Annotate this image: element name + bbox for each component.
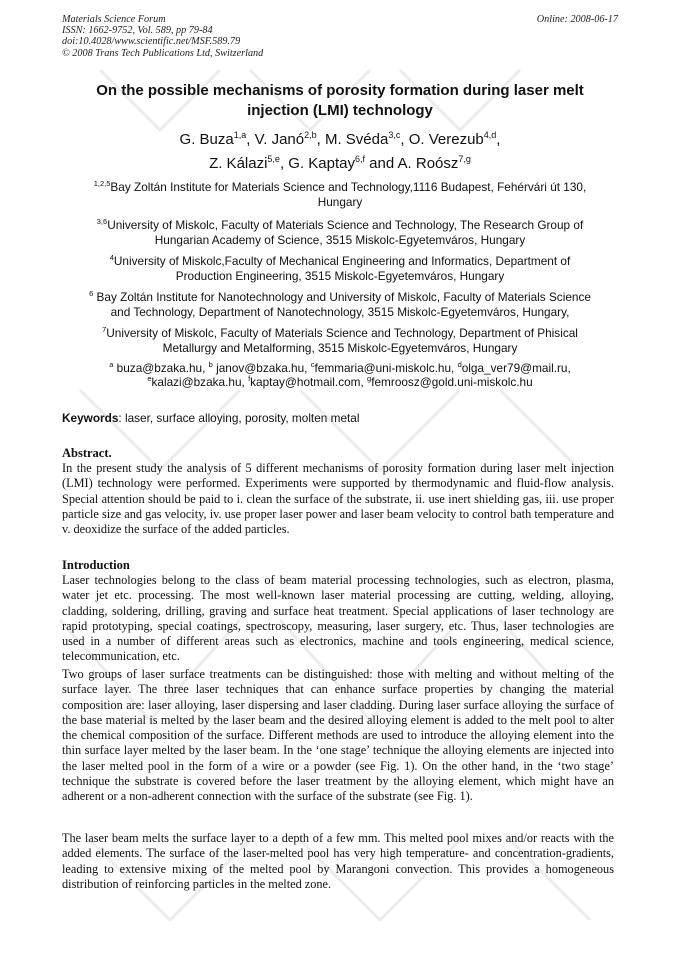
author-sep: , [496, 131, 501, 148]
title-line-2: injection (LMI) technology [247, 102, 433, 119]
paper-title [62, 81, 618, 121]
intro-paragraph-1: Laser technologies belong to the class of beam material processing technologies, such as electron, plasma, water jet etc. processing. The most well-known laser material processing are cutting, welding, alloying, cladding, soldering, drilling, graving and surface heat treatment. Special applications of laser technology are rapid prototyping, special coatings, spectroscopy, measuring, laser surgery, etc. Thus, laser technologies are used in a number of different areas such as electronics, machine and tools engineering, medical science, telecommunication, etc. [62, 573, 614, 664]
author-sup: 6,f [354, 154, 365, 164]
author-name: M. Svéda [324, 131, 389, 148]
affiliation-line: Metallurgy and Metalforming, 3515 Miskolc-Egyetemváros, Hungary [162, 341, 518, 355]
author-name: G. Buza [179, 131, 234, 148]
affiliation-line: Hungary [317, 195, 363, 209]
affiliation-line: Bay Zoltán Institute for Nanotechnology and University of Miskolc, Faculty of Materials Science [93, 290, 591, 304]
author-list [62, 128, 618, 176]
author-line-1 [62, 128, 618, 152]
journal-header [62, 14, 618, 59]
author-sep: , [246, 131, 255, 148]
author-sep: and [365, 155, 398, 172]
abstract-heading: Abstract. [62, 446, 112, 460]
email-link[interactable]: femroosz@gold.uni-miskolc.hu [371, 375, 533, 389]
affiliation-sup: 3,6 [96, 217, 108, 227]
journal-doi: doi:10.4028/www.scientific.net/MSF.589.79 [62, 36, 241, 48]
author-name: O. Verezub [408, 131, 484, 148]
affiliation-sup: 7 [102, 325, 107, 335]
author-sep: , [400, 131, 409, 148]
author-name: V. Janó [254, 131, 305, 148]
author-sep: , [316, 131, 325, 148]
author-sup: 2,b [304, 130, 317, 140]
keywords-text: : laser, surface alloying, porosity, molten metal [118, 411, 360, 425]
author-sup: 1,a [233, 130, 247, 140]
author-sup: 7,g [458, 154, 471, 164]
email-link[interactable]: olga_ver79@mail.ru, [461, 361, 571, 375]
intro-paragraph-3: The laser beam melts the surface layer to a depth of a few mm. This melted pool mixes and/or reacts with the added elements. The surface of the laser-melted pool has very high temperature- and concentration-gradients, leading to extensive mixing of the melted pool by Marangoni convection. This provides a homogeneous distribution of reinforcing particles in the melted zone. [62, 831, 614, 891]
affiliation [62, 218, 618, 248]
title-line-1: On the possible mechanisms of porosity formation during laser melt [96, 82, 584, 99]
author-sep: , [279, 155, 289, 172]
author-name: A. Roósz [397, 155, 459, 172]
author-emails [62, 361, 618, 389]
author-sup: 5,e [267, 154, 280, 164]
intro-paragraph-2: Two groups of laser surface treatments can be distinguished: those with melting and without melting of the surface layer. The three laser techniques that can enhance surface properties by changing the material composition are: laser alloying, laser dispersing and laser cladding. During laser surface alloying the surface of the base material is melted by the laser beam and the desired alloying element is added to the melt pool to alter the chemical composition of the surface. Different methods are used to introduce the alloying element into the thin surface layer melted by the laser beam. In the ‘one stage’ technique the alloying elements are injected into the laser melted pool in the form of a wire or a powder (see Fig. 1). On the other hand, in the ‘two stage’ technique the substrate is covered before the laser treatment by the alloying element, which might have an adherent or a non-adherent connection with the surface of the substrate (see Fig. 1). [62, 667, 614, 804]
affiliation-line: University of Miskolc, Faculty of Materials Science and Technology, Department of Phisical [106, 326, 578, 340]
affiliation [62, 326, 618, 356]
affiliation-line: Hungarian Academy of Science, 3515 Miskolc-Egyetemváros, Hungary [154, 233, 526, 247]
affiliation-line: University of Miskolc, Faculty of Materials Science and Technology, The Research Group of [107, 218, 584, 232]
author-name: G. Kaptay [288, 155, 355, 172]
email-link[interactable]: janov@bzaka.hu, [212, 361, 311, 375]
email-link[interactable]: kaptay@hotmail.com, [250, 375, 368, 389]
journal-name: Materials Science Forum [62, 14, 166, 25]
affiliation [62, 290, 618, 320]
emails-line-1: $^a$ buza@bzaka.hu, $^b$ janov@bzaka.hu, $^c$femmaria@uni-miskolc.hu, $^d$olga_ver79@mail.ru, [109, 360, 571, 375]
affiliation [62, 180, 618, 210]
affiliation-sup: 4 [109, 253, 114, 263]
introduction-heading: Introduction [62, 558, 130, 572]
affiliation-line: University of Miskolc,Faculty of Mechanical Engineering and Informatics, Department of [113, 254, 571, 268]
online-date: Online: 2008-06-17 [536, 14, 618, 25]
affiliation-sup: 6 [89, 289, 94, 299]
author-sup: 4,d [483, 130, 497, 140]
affiliation-line: Bay Zoltán Institute for Materials Science and Technology,1116 Budapest, Fehérvári út 130, [110, 180, 587, 194]
affiliation-line: Production Engineering, 3515 Miskolc-Egyetemváros, Hungary [175, 269, 505, 283]
author-name: Z. Kálazi [209, 155, 268, 172]
affiliation [62, 254, 618, 284]
email-link[interactable]: kalazi@bzaka.hu, [151, 375, 249, 389]
emails-line-2: $^e$kalazi@bzaka.hu, $^f$kaptay@hotmail.com, $^g$femroosz@gold.uni-miskolc.hu [147, 374, 533, 389]
email-link[interactable]: femmaria@uni-miskolc.hu, [314, 361, 458, 375]
journal-copyright: © 2008 Trans Tech Publications Ltd, Switzerland [62, 47, 264, 59]
author-sup: 3,c [388, 130, 401, 140]
abstract-text: In the present study the analysis of 5 different mechanisms of porosity formation during laser melt injection (LMI) technology were performed. Experiments were supported by thermodynamic and fluid-flow analysis. Special attention should be paid to i. clean the surface of the substrate, ii. use inert shielding gas, iii. use proper particle size and gas velocity, iv. use proper laser power and laser beam velocity to control bath temperature and v. deoxidize the surface of the added particles. [62, 461, 614, 537]
journal-issn: ISSN: 1662-9752, Vol. 589, pp 79-84 [62, 25, 213, 37]
affiliation-sup: 1,2,5 [93, 179, 111, 189]
keywords-label: Keywords [62, 411, 119, 425]
author-line-2 [62, 152, 618, 176]
keywords [62, 411, 618, 426]
email-link[interactable]: buza@bzaka.hu, [113, 361, 209, 375]
affiliation-line: and Technology, Department of Nanotechnology, 3515 Miskolc-Egyetemváros, Hungary, [110, 305, 570, 319]
